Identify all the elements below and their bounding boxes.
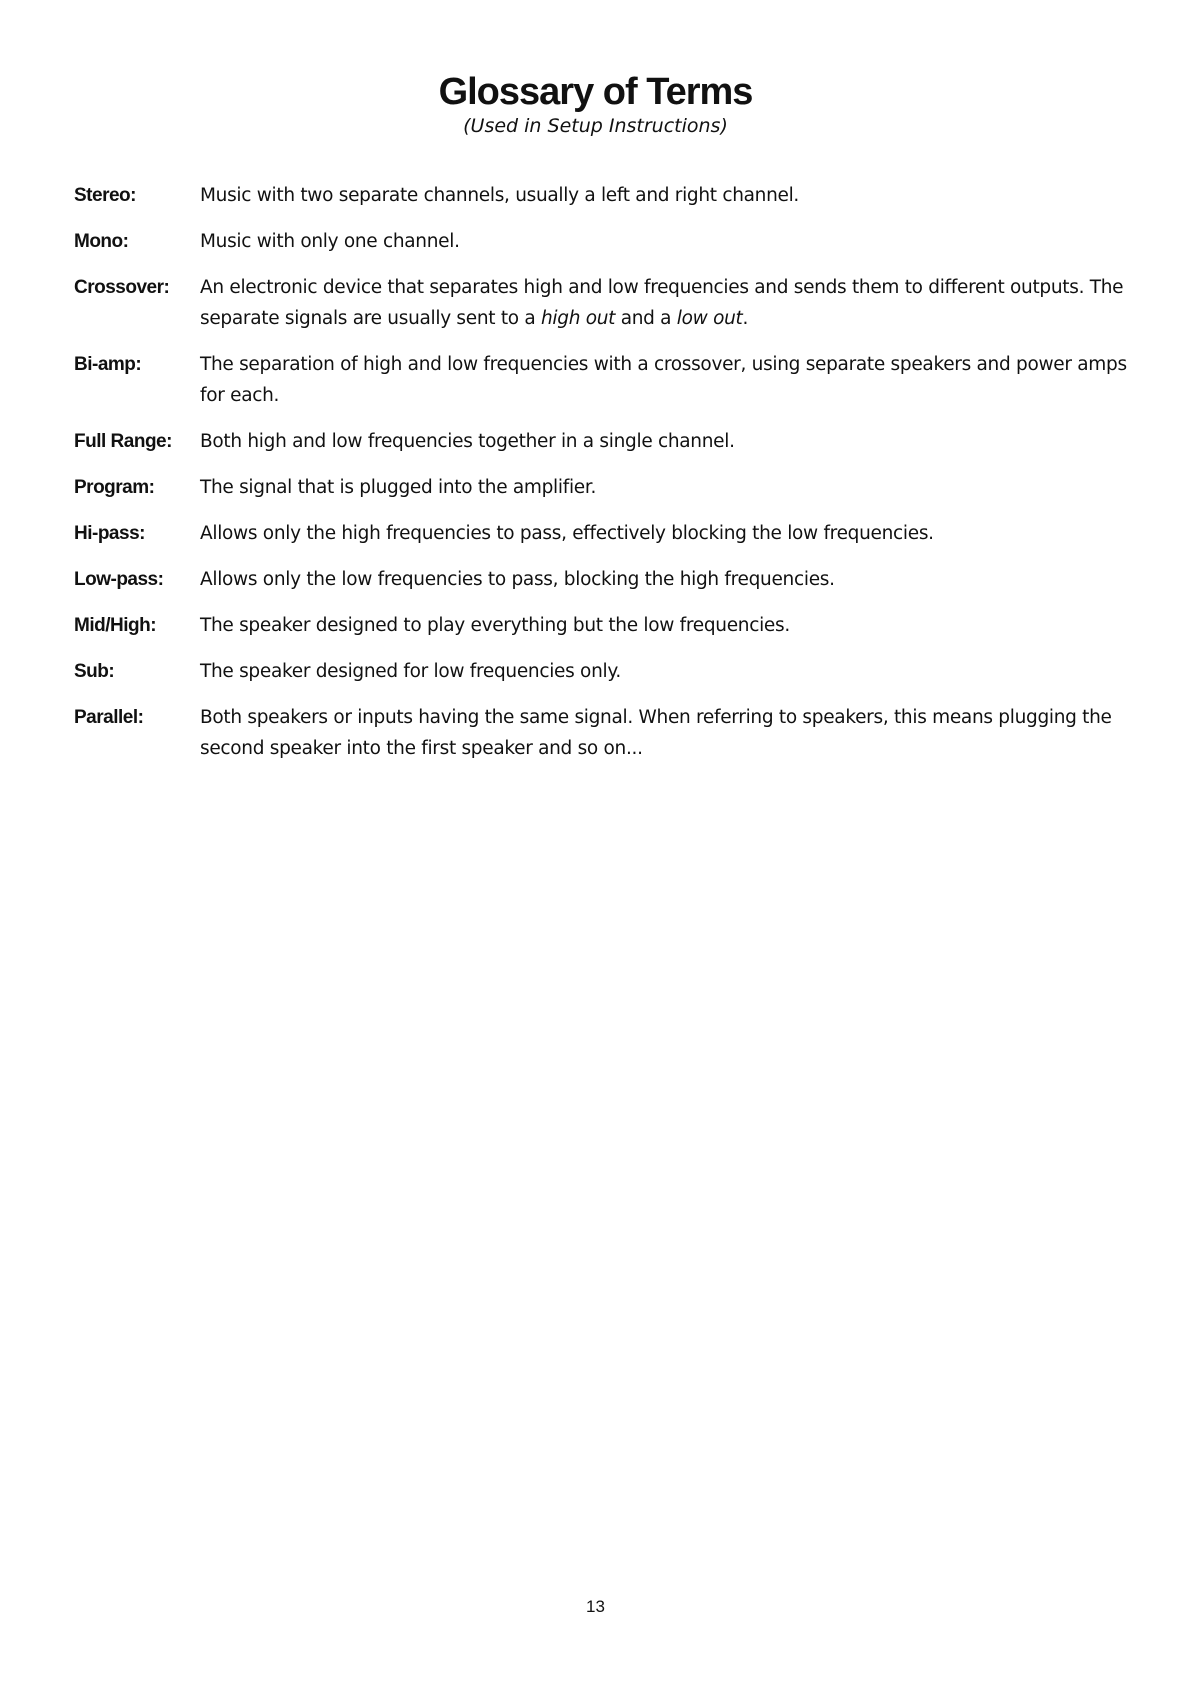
glossary-entry-parallel [74, 702, 1154, 764]
glossary-term: Parallel: [74, 707, 144, 728]
glossary-entry-sub [74, 656, 1154, 687]
glossary-entry-program [74, 472, 1154, 503]
glossary-definition [200, 272, 1154, 334]
glossary-entry-crossover [74, 272, 1154, 334]
glossary-term: Full Range: [74, 431, 172, 452]
glossary-entry-low-pass [74, 564, 1154, 595]
glossary-entry-full-range [74, 426, 1154, 457]
glossary-term: Mid/High: [74, 615, 157, 636]
glossary-definition: Allows only the low frequencies to pass, blocking the high frequencies. [200, 569, 835, 590]
glossary-term: Crossover: [74, 277, 170, 298]
glossary-list [74, 180, 1154, 779]
glossary-definition: Both high and low frequencies together in a single channel. [200, 431, 735, 452]
glossary-definition: Music with only one channel. [200, 231, 460, 252]
glossary-definition: The signal that is plugged into the amplifier. [200, 477, 597, 498]
glossary-entry-bi-amp [74, 349, 1154, 411]
page-header [0, 70, 1191, 138]
glossary-definition: Music with two separate channels, usually a left and right channel. [200, 185, 800, 206]
glossary-definition: Allows only the high frequencies to pass, effectively blocking the low frequencies. [200, 523, 934, 544]
definition-text: . [742, 308, 749, 329]
page-number: 13 [586, 1597, 605, 1616]
definition-text: and a [615, 308, 677, 329]
glossary-term: Sub: [74, 661, 115, 682]
glossary-entry-mid-high [74, 610, 1154, 641]
definition-emphasis: high out [540, 308, 616, 329]
glossary-term: Low-pass: [74, 569, 164, 590]
glossary-definition: Both speakers or inputs having the same signal. When referring to speakers, this means plugging the second speaker into the first speaker and so on... [200, 707, 1112, 759]
glossary-term: Program: [74, 477, 155, 498]
glossary-term: Bi-amp: [74, 354, 142, 375]
glossary-definition: The speaker designed for low frequencies only. [200, 661, 621, 682]
glossary-term: Stereo: [74, 185, 136, 206]
glossary-term: Mono: [74, 231, 129, 252]
glossary-definition: The separation of high and low frequencies with a crossover, using separate speakers and power amps for each. [200, 354, 1127, 406]
glossary-entry-stereo [74, 180, 1154, 211]
definition-text: An electronic device that separates high and low frequencies and sends them to different outputs. The separate signals are usually sent to a [200, 277, 1124, 329]
glossary-entry-hi-pass [74, 518, 1154, 549]
definition-emphasis: low out [676, 308, 743, 329]
glossary-term: Hi-pass: [74, 523, 145, 544]
page-subtitle: (Used in Setup Instructions) [463, 115, 728, 137]
page-title: Glossary of Terms [438, 71, 753, 113]
glossary-definition: The speaker designed to play everything but the low frequencies. [200, 615, 790, 636]
glossary-entry-mono [74, 226, 1154, 257]
